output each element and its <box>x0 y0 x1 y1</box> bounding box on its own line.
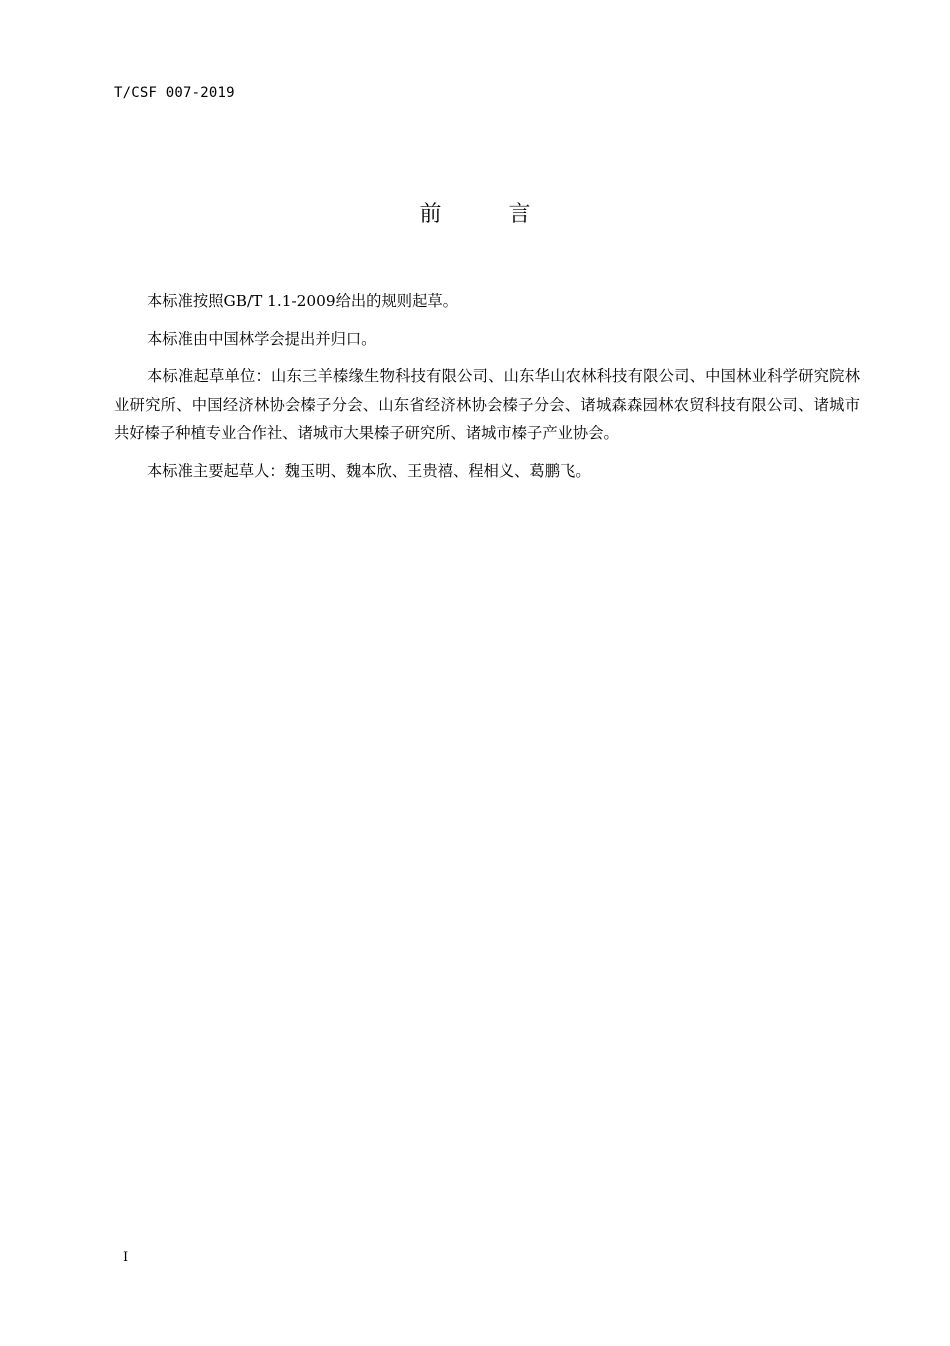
foreword-body <box>114 287 860 494</box>
paragraph-drafting-rules: 本标准按照GB/T 1.1-2009给出的规则起草。 <box>147 292 458 310</box>
page-number: I <box>123 1250 129 1265</box>
document-code: T/CSF 007-2019 <box>114 85 235 101</box>
page-title: 前 言 <box>419 202 561 227</box>
paragraph-drafting-units: 本标准起草单位：山东三羊榛缘生物科技有限公司、山东华山农林科技有限公司、中国林业科学研究院林业研究所、中国经济林协会榛子分会、山东省经济林协会榛子分会、诸城森森园林农贸科技有限公司、诸城市共好榛子种植专业合作社、诸城市大果榛子研究所、诸城市榛子产业协会。 <box>114 367 860 442</box>
paragraph-drafters: 本标准主要起草人：魏玉明、魏本欣、王贵禧、程相义、葛鹏飞。 <box>147 461 591 480</box>
paragraph-proposer: 本标准由中国林学会提出并归口。 <box>147 329 377 348</box>
